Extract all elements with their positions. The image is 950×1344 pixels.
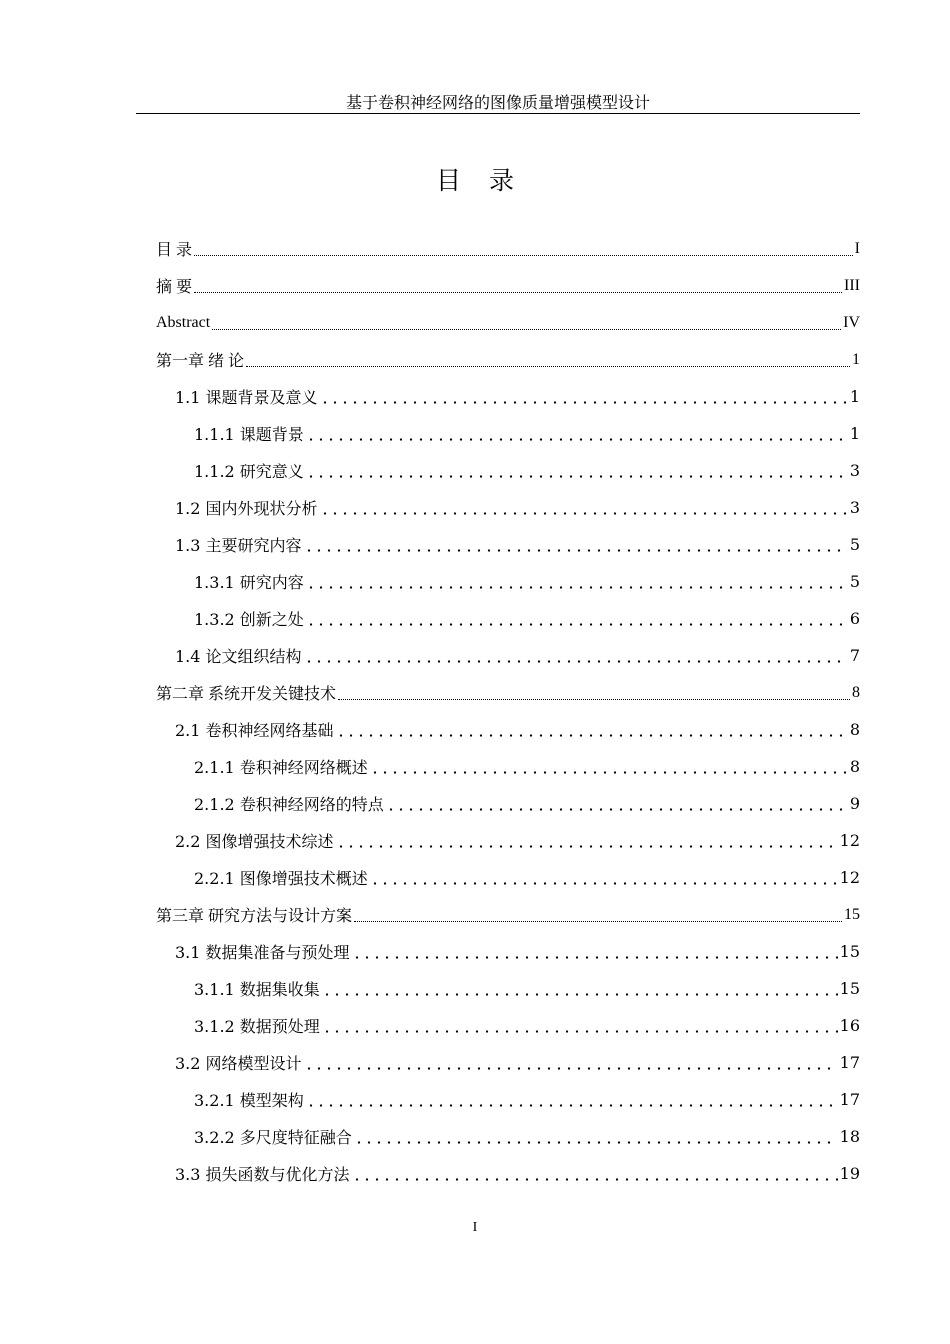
toc-entry-label: 2.1.1 卷积神经网络概述 (194, 755, 369, 778)
toc-dot-leader (386, 801, 848, 811)
toc-entry-label: 2.1.2 卷积神经网络的特点 (194, 792, 385, 815)
toc-entry-label: 第三章 研究方法与设计方案 (156, 903, 353, 926)
toc-dot-leader (306, 431, 848, 441)
toc-entry-label: 摘 要 (156, 274, 193, 297)
toc-entry[interactable] (156, 711, 860, 748)
toc-entry-page: 7 (849, 646, 860, 665)
toc-entry-label: 1.1 课题背景及意义 (175, 385, 319, 408)
toc-dot-leader (322, 1023, 838, 1033)
toc-entry[interactable] (156, 1081, 860, 1118)
toc-entry[interactable] (156, 970, 860, 1007)
toc-dot-leader (336, 727, 848, 737)
toc-dot-leader (322, 986, 838, 996)
toc-entry[interactable] (156, 563, 860, 600)
toc-dot-leader (320, 394, 848, 404)
header-rule (136, 113, 860, 114)
toc-dot-leader (304, 1060, 838, 1070)
toc-entry-label: 3.3 损失函数与优化方法 (175, 1162, 351, 1185)
toc-entry[interactable] (156, 1118, 860, 1155)
toc-entry[interactable] (156, 267, 860, 304)
toc-title: 目 录 (436, 166, 524, 195)
toc-entry-label: 2.2.1 图像增强技术概述 (194, 866, 369, 889)
toc-entry[interactable] (156, 526, 860, 563)
toc-dot-leader (370, 764, 848, 774)
toc-entry-label: 目 录 (156, 237, 193, 260)
toc-entry-label: 1.3 主要研究内容 (175, 533, 303, 556)
toc-entry-page: III (844, 276, 860, 294)
running-header: 基于卷积神经网络的图像质量增强模型设计 (345, 93, 650, 112)
toc-entry-page: 8 (849, 720, 860, 739)
toc-entry[interactable] (156, 1044, 860, 1081)
toc-entry-page: 12 (839, 831, 860, 850)
toc-dot-leader (306, 579, 848, 589)
toc-entry[interactable] (156, 933, 860, 970)
toc-entry-label: Abstract (156, 313, 211, 331)
toc-entry-label: 3.1 数据集准备与预处理 (175, 940, 351, 963)
toc-entry[interactable] (156, 674, 860, 711)
toc-entry-label: 3.1.2 数据预处理 (194, 1014, 321, 1037)
toc-entry-label: 3.2 网络模型设计 (175, 1051, 303, 1074)
toc-dot-leader (304, 542, 848, 552)
toc-entry-page: 1 (849, 424, 860, 443)
toc-entry-page: 15 (844, 905, 860, 923)
toc-entry-page: 3 (849, 498, 860, 517)
toc-entry[interactable] (156, 452, 860, 489)
toc-entry-page: 15 (839, 979, 860, 998)
toc-dot-leader (354, 911, 842, 922)
toc-entry[interactable] (156, 748, 860, 785)
toc-entry-page: 8 (849, 757, 860, 776)
toc-entry-label: 1.2 国内外现状分析 (175, 496, 319, 519)
toc-entry[interactable] (156, 415, 860, 452)
toc-entry-page: 8 (852, 683, 860, 701)
toc-entry[interactable] (156, 600, 860, 637)
toc-entry-label: 3.2.2 多尺度特征融合 (194, 1125, 353, 1148)
toc-entry-page: 6 (849, 609, 860, 628)
toc-entry-page: I (854, 239, 860, 257)
toc-entry-page: 16 (839, 1016, 860, 1035)
toc-entry-page: 17 (839, 1053, 860, 1072)
toc-entry[interactable] (156, 637, 860, 674)
toc-entry-label: 第二章 系统开发关键技术 (156, 681, 337, 704)
toc-entry[interactable] (156, 304, 860, 341)
toc-dot-leader (336, 838, 838, 848)
toc-dot-leader (212, 319, 841, 330)
toc-entry[interactable] (156, 378, 860, 415)
toc-entry-page: 19 (839, 1164, 860, 1183)
toc-entry[interactable] (156, 896, 860, 933)
toc-entry-label: 2.2 图像增强技术综述 (175, 829, 335, 852)
toc-entry-label: 3.2.1 模型架构 (194, 1088, 305, 1111)
toc-entry-page: 17 (839, 1090, 860, 1109)
toc-entry[interactable] (156, 341, 860, 378)
toc-entry[interactable] (156, 1155, 860, 1192)
toc-entry-page: 9 (849, 794, 860, 813)
toc-dot-leader (306, 468, 848, 478)
toc-entry-label: 1.3.1 研究内容 (194, 570, 305, 593)
toc-entry[interactable] (156, 230, 860, 267)
toc-entry-label: 2.1 卷积神经网络基础 (175, 718, 335, 741)
toc-entry-page: 18 (839, 1127, 860, 1146)
toc-entry-label: 1.1.1 课题背景 (194, 422, 305, 445)
toc-entry-label: 3.1.1 数据集收集 (194, 977, 321, 1000)
toc-dot-leader (306, 616, 848, 626)
table-of-contents (156, 230, 860, 1192)
toc-entry-page: 15 (839, 942, 860, 961)
toc-entry-page: 5 (849, 535, 860, 554)
toc-entry[interactable] (156, 785, 860, 822)
toc-entry-page: 5 (849, 572, 860, 591)
toc-entry-label: 1.4 论文组织结构 (175, 644, 303, 667)
toc-entry[interactable] (156, 822, 860, 859)
toc-dot-leader (338, 689, 850, 700)
toc-dot-leader (352, 1171, 838, 1181)
toc-entry-label: 第一章 绪 论 (156, 348, 245, 371)
toc-entry-label: 1.3.2 创新之处 (194, 607, 305, 630)
toc-dot-leader (194, 245, 853, 256)
toc-dot-leader (306, 1097, 838, 1107)
toc-entry-page: 1 (852, 350, 860, 368)
toc-dot-leader (370, 875, 838, 885)
toc-entry[interactable] (156, 489, 860, 526)
toc-entry-page: 12 (839, 868, 860, 887)
toc-entry-label: 1.1.2 研究意义 (194, 459, 305, 482)
toc-dot-leader (354, 1134, 838, 1144)
toc-dot-leader (246, 356, 850, 367)
toc-dot-leader (304, 653, 848, 663)
toc-entry[interactable] (156, 1007, 860, 1044)
toc-dot-leader (194, 282, 842, 293)
toc-entry-page: IV (843, 313, 860, 331)
page-number: I (472, 1220, 478, 1235)
toc-dot-leader (320, 505, 848, 515)
toc-dot-leader (352, 949, 838, 959)
toc-entry-page: 3 (849, 461, 860, 480)
toc-entry[interactable] (156, 859, 860, 896)
toc-entry-page: 1 (849, 387, 860, 406)
